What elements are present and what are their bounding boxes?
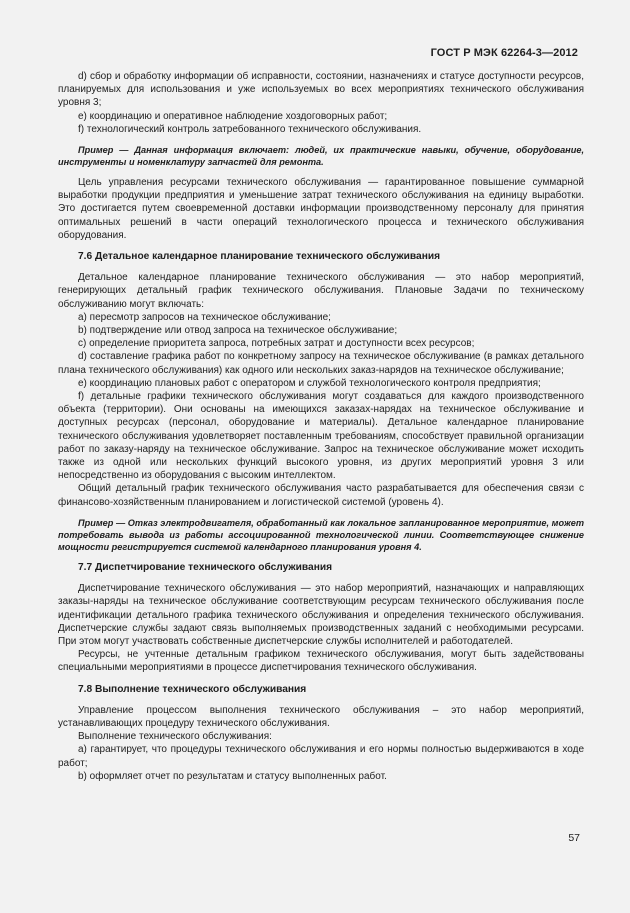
list-item: d) составление графика работ по конкретному запросу на техническое обслуживание (в рамках детального плана технического обслуживания) как одного или нескольких заказ-нарядов на техническое обслуживание; — [58, 351, 584, 376]
paragraph: Выполнение технического обслуживания: — [78, 731, 272, 743]
example-note: Пример — Отказ электродвигателя, обработанный как локальное запланированное мероприятие, может потребовать вывода из работы ассоциированной технологической линии. Соответствующее снижение мощности регистрируется системой календарного планирования уровня 4. — [58, 517, 584, 552]
list-item: b) подтверждение или отвод запроса на техническое обслуживание; — [78, 325, 398, 337]
list-item: e) координацию плановых работ с оператором и службой технологического контроля предприятия; — [78, 377, 541, 389]
paragraph: Цель управления ресурсами технического обслуживания — гарантированное повышение суммарной выработки продукции предприятия и уменьшение затрат технического обслуживания на единицу выработки. Это достигается путем своевременной доставки информации производственному персоналу для принятия оптимальных решений в части операций технологического процесса и технического обслуживания оборудования. — [58, 177, 584, 241]
paragraph: Общий детальный график технического обслуживания часто разрабатывается для обеспечения связи с финансово-хозяйственным планированием и логистической системой (уровень 4). — [58, 483, 584, 508]
section-heading: 7.8 Выполнение технического обслуживания — [78, 683, 307, 695]
body-text — [58, 70, 584, 783]
list-item: f) технологический контроль затребованного технического обслуживания. — [78, 123, 422, 135]
document-code-header: ГОСТ Р МЭК 62264-3—2012 — [430, 47, 578, 59]
list-item: f) детальные графики технического обслуживания могут создаваться для каждого производственного объекта (территории). Они основаны на имеющихся заказах-нарядах на техническое обслуживание и доступных ресурсах (персонал, оборудование и материалы). Детальное календарное планирование технического обслуживания удовлетворяет поставленным требованиям, способствует правильной организации работ по заказу-наряду на техническое обслуживание. Запрос на техническое обслуживание может исходить также из одной или нескольких функций высокого уровня, из других мероприятий уровня 3 или непосредственно из оборудования с высоким интеллектом. — [58, 391, 584, 482]
example-note: Пример — Данная информация включает: людей, их практические навыки, обучение, оборудование, инструменты и номенклатуру запчастей для ремонта. — [58, 145, 584, 168]
list-item: a) гарантирует, что процедуры технического обслуживания и его нормы полностью выдерживаются в ходе работ; — [58, 744, 584, 769]
list-item: e) координацию и оперативное наблюдение хоздоговорных работ; — [78, 110, 388, 122]
paragraph: d) сбор и обработку информации об исправности, состоянии, назначениях и статусе доступности ресурсов, планируемых для использования и уже используемых во всех мероприятиях технического обслуживания уровня 3; — [58, 71, 584, 109]
list-item: c) определение приоритета запроса, потребных затрат и доступности всех ресурсов; — [78, 338, 475, 350]
section-heading: 7.7 Диспетчирование технического обслуживания — [78, 561, 333, 573]
paragraph: Ресурсы, не учтенные детальным графиком технического обслуживания, могут быть задействованы специальными мероприятиями в процессе диспетчирования технического обслуживания. — [58, 649, 584, 674]
paragraph: Диспетчирование технического обслуживания — это набор мероприятий, назначающих и направляющих заказы-наряды на техническое обслуживание соответствующим ресурсам технического обслуживания после идентификации детального графика технического обслуживания и определения технического обслуживания. Диспетчерские службы задают связь выполняемых производственных заданий с необходимыми ресурсами. При этом могут участвовать собственные диспетчерские службы исполнителей и работодателей. — [58, 583, 584, 647]
paragraph: Управление процессом выполнения технического обслуживания – это набор мероприятий, устанавливающих процедуру технического обслуживания. — [58, 704, 584, 729]
list-item: b) оформляет отчет по результатам и статусу выполненных работ. — [78, 770, 387, 782]
page-number: 57 — [568, 832, 580, 844]
section-heading: 7.6 Детальное календарное планирование технического обслуживания — [78, 251, 441, 263]
list-item: a) пересмотр запросов на техническое обслуживание; — [78, 311, 331, 323]
paragraph: Детальное календарное планирование технического обслуживания — это набор мероприятий, генерирующих детальный график технического обслуживания. Плановые Задачи по техническому обслуживанию могут включать: — [58, 272, 584, 310]
